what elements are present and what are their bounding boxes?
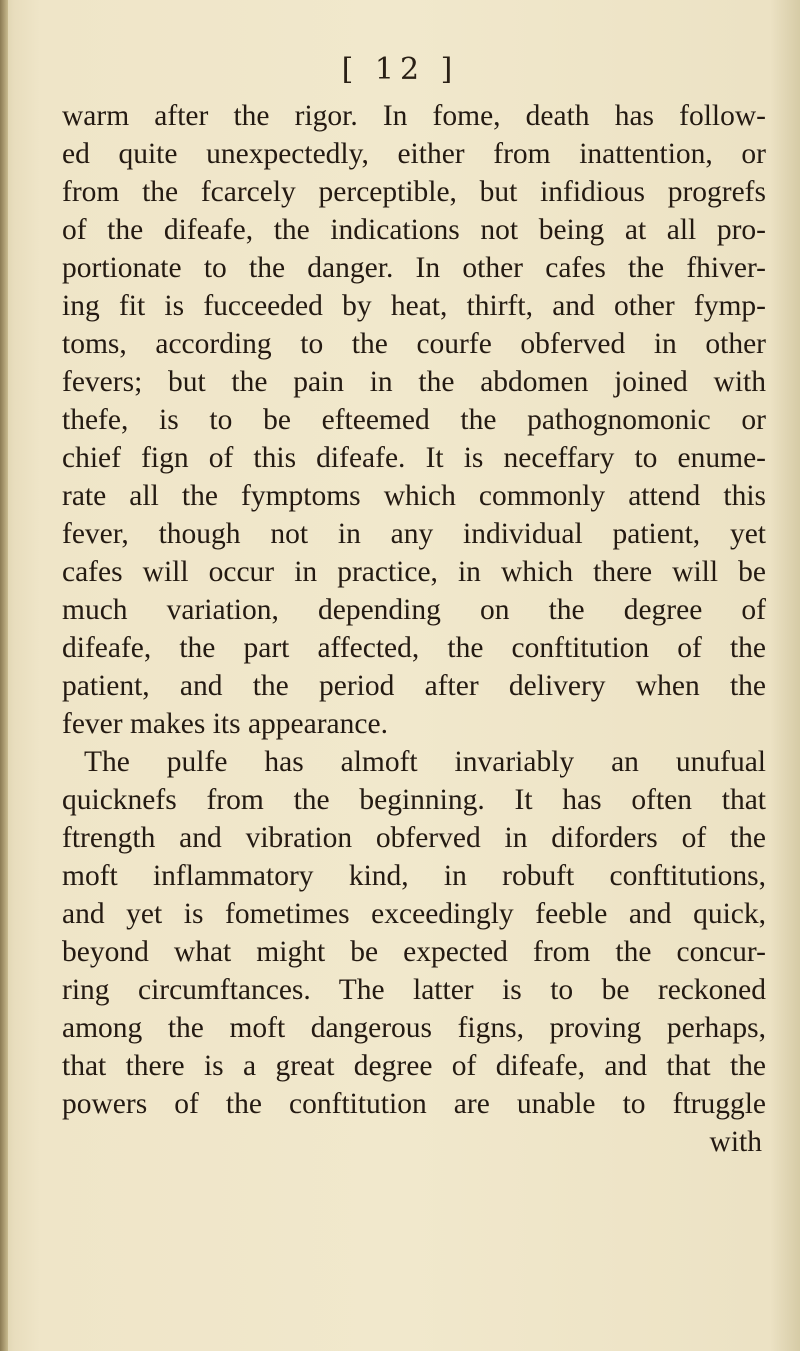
text-line: among the moft dangerous figns, proving perhaps, — [62, 1012, 766, 1044]
page-number: [ 12 ] — [341, 52, 459, 87]
text-line: and yet is fometimes exceedingly feeble and quick, — [62, 898, 766, 930]
text-line: thefe, is to be efteemed the pathognomonic or — [62, 404, 766, 436]
text-line: moft inflammatory kind, in robuft conftitutions, — [62, 860, 766, 892]
catchword: with — [709, 1126, 762, 1158]
text-line: difeafe, the part affected, the conftitution of the — [62, 632, 766, 664]
text-line: of the difeafe, the indications not being at all pro- — [62, 214, 766, 246]
text-line: portionate to the danger. In other cafes the fhiver- — [62, 252, 766, 284]
text-line: much variation, depending on the degree of — [62, 594, 766, 626]
text-line: beyond what might be expected from the concur- — [62, 936, 766, 968]
text-line: from the fcarcely perceptible, but infidious progrefs — [62, 176, 766, 208]
text-line: ed quite unexpectedly, either from inattention, or — [62, 138, 766, 170]
text-line: ring circumftances. The latter is to be reckoned — [62, 974, 766, 1006]
text-line: ing fit is fucceeded by heat, thirft, and other fymp- — [62, 290, 766, 322]
text-line: fever, though not in any individual patient, yet — [62, 518, 766, 550]
text-line: patient, and the period after delivery when the — [62, 670, 766, 702]
text-line: warm after the rigor. In fome, death has follow- — [62, 100, 766, 132]
text-line: The pulfe has almoft invariably an unufual — [84, 746, 766, 778]
text-line: rate all the fymptoms which commonly attend this — [62, 480, 766, 512]
body-text — [62, 97, 766, 1161]
text-line: cafes will occur in practice, in which there will be — [62, 556, 766, 588]
text-line: chief fign of this difeafe. It is neceffary to enume- — [62, 442, 766, 474]
text-line: powers of the conftitution are unable to ftruggle — [62, 1088, 766, 1120]
text-line: ftrength and vibration obferved in diforders of the — [62, 822, 766, 854]
text-line: that there is a great degree of difeafe, and that the — [62, 1050, 766, 1082]
text-line: quicknefs from the beginning. It has often that — [62, 784, 766, 816]
text-line: fevers; but the pain in the abdomen joined with — [62, 366, 766, 398]
page-edge — [0, 0, 8, 1351]
text-line: fever makes its appearance. — [62, 708, 388, 740]
text-line: toms, according to the courfe obferved in other — [62, 328, 766, 360]
